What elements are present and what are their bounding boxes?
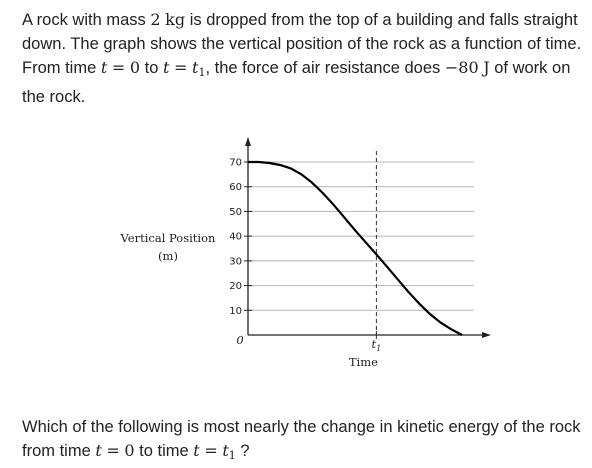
work-unit: J xyxy=(483,58,490,77)
position-curve xyxy=(248,162,462,335)
question-text xyxy=(22,415,582,468)
y-tick-label: 30 xyxy=(229,256,242,268)
q-time-var-2: t xyxy=(193,441,200,460)
t1-label xyxy=(372,337,382,353)
time-var-2: t xyxy=(163,58,170,77)
intro-text-b: is dropped from the top of a building and falls straight down. The graph shows the vertical position of the rock as a function of time. From time xyxy=(22,11,582,77)
origin-label: 0 xyxy=(236,333,244,347)
q-zero: 0 xyxy=(124,441,135,460)
q-t1-subscript: 1 xyxy=(228,449,236,462)
equals-sign-2: = xyxy=(174,58,188,77)
y-tick-label: 70 xyxy=(229,157,242,169)
t1-subscript: 1 xyxy=(198,66,206,79)
q-time-var: t xyxy=(95,441,102,460)
x-axis-arrow xyxy=(482,332,491,338)
question-mark: ? xyxy=(240,442,250,460)
mass-unit: kg xyxy=(165,10,186,29)
zero-value: 0 xyxy=(129,58,141,77)
t1-label-sub: 1 xyxy=(376,344,382,353)
y-axis-arrow xyxy=(245,137,251,146)
intro-text-a: A rock with mass xyxy=(22,11,146,29)
work-value: −80 xyxy=(444,58,479,77)
y-axis-label: Vertical Position xyxy=(120,231,216,245)
y-axis-unit: (m) xyxy=(158,249,178,263)
equals-sign: = xyxy=(111,58,126,77)
intro-text-d: of work on the rock. xyxy=(22,59,571,106)
x-axis-label: Time xyxy=(348,355,378,369)
t1-base: t xyxy=(192,58,199,77)
to-word: to xyxy=(144,59,159,77)
question-text-a: Which of the following is most nearly the change in kinetic energy of the rock from time xyxy=(22,418,581,460)
y-tick-label: 60 xyxy=(229,182,242,194)
mass-value: 2 xyxy=(150,10,161,29)
question-text-b: to time xyxy=(139,442,189,460)
q-t1-symbol xyxy=(222,441,235,460)
t1-label-base: t xyxy=(371,337,377,351)
q-t1-base: t xyxy=(222,441,229,460)
y-tick-label: 10 xyxy=(229,305,242,317)
q-equals-2: = xyxy=(204,441,218,460)
time-var: t xyxy=(100,58,108,77)
q-equals: = xyxy=(106,441,120,460)
intro-text-c: , the force of air resistance does xyxy=(205,59,441,77)
y-tick-label: 50 xyxy=(229,206,242,218)
y-tick-label: 40 xyxy=(229,231,242,243)
y-tick-label: 20 xyxy=(229,281,242,293)
